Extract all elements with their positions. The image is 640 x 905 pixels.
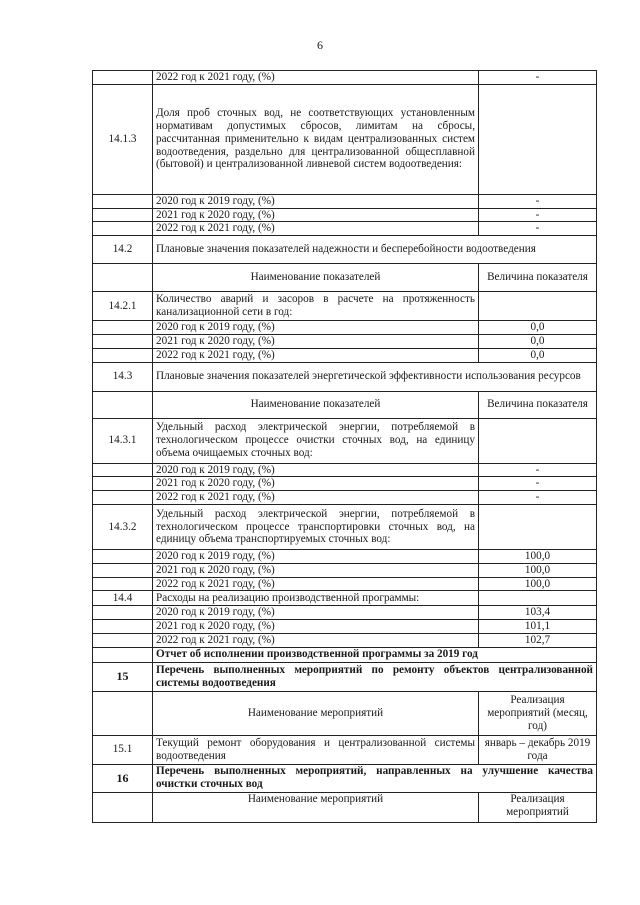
section-title: Перечень выполненных мероприятий, направленных на улучшение качества очистки сточных вод	[153, 764, 597, 792]
table-row	[93, 391, 597, 418]
indicator-name: Расходы на реализацию производственной программы:	[153, 591, 479, 606]
period-label: 2022 год к 2021 году, (%)	[153, 577, 479, 591]
table-row	[93, 735, 597, 764]
item-number: 14.1.3	[93, 84, 153, 194]
table-row	[93, 792, 597, 822]
period-label: 2021 год к 2020 году, (%)	[153, 208, 479, 222]
period-label: 2021 год к 2020 году, (%)	[153, 334, 479, 348]
indicator-value	[479, 292, 597, 321]
indicator-value: -	[479, 194, 597, 208]
row-number	[93, 691, 153, 735]
indicator-value: 100,0	[479, 577, 597, 591]
column-header-value: Величина показателя	[479, 391, 597, 418]
column-header-value: Реализация мероприятий (месяц, год)	[479, 691, 597, 735]
indicator-value: -	[479, 463, 597, 477]
indicator-value: -	[479, 208, 597, 222]
row-number	[93, 577, 153, 591]
column-header-name: Наименование мероприятий	[153, 792, 479, 822]
section-title: Плановые значения показателей энергетической эффективности использования ресурсов	[153, 362, 597, 391]
row-number	[93, 491, 153, 505]
indicator-name: Удельный расход электрической энергии, потребляемой в технологическом процессе очистки сточных вод, на единицу объема очищаемых сточных вод:	[153, 418, 479, 463]
period-label: 2022 год к 2021 году, (%)	[153, 633, 479, 647]
table-row	[93, 71, 597, 85]
indicator-value: 103,4	[479, 606, 597, 620]
row-number	[93, 391, 153, 418]
indicator-name: Доля проб сточных вод, не соответствующих установленным нормативам допустимых сбросов, лимитам на сбросы, рассчитанная применительно к видам централизованных систем водоотведения, раздельно для централизованной общесплавной (бытовой) и централизованной ливневой систем водоотведения:	[153, 84, 479, 194]
row-number	[93, 563, 153, 577]
indicator-value: 0,0	[479, 348, 597, 362]
indicators-table	[92, 70, 597, 823]
indicator-value	[479, 591, 597, 606]
indicator-value: 100,0	[479, 549, 597, 563]
table-row	[93, 194, 597, 208]
row-number	[93, 477, 153, 491]
row-number	[93, 208, 153, 222]
section-title: Перечень выполненных мероприятий по ремонту объектов централизованной системы водоотведения	[153, 662, 597, 691]
table-row	[93, 418, 597, 463]
section-number: 15	[93, 662, 153, 691]
table-row	[93, 292, 597, 321]
period-label: 2021 год к 2020 году, (%)	[153, 477, 479, 491]
period-label: 2022 год к 2021 году, (%)	[153, 71, 479, 85]
item-number: 14.3.2	[93, 504, 153, 549]
table-row	[93, 764, 597, 792]
table-row	[93, 620, 597, 634]
row-number	[93, 194, 153, 208]
table-row	[93, 606, 597, 620]
row-number	[93, 463, 153, 477]
table-row	[93, 591, 597, 606]
indicator-value	[479, 418, 597, 463]
row-number	[93, 71, 153, 85]
table-row	[93, 662, 597, 691]
section-number: 14.2	[93, 236, 153, 264]
indicator-value: январь – декабрь 2019 года	[479, 735, 597, 764]
column-header-name: Наименование мероприятий	[153, 691, 479, 735]
period-label: 2022 год к 2021 году, (%)	[153, 491, 479, 505]
row-number	[93, 334, 153, 348]
column-header-name: Наименование показателей	[153, 391, 479, 418]
indicator-value: -	[479, 477, 597, 491]
table-row	[93, 491, 597, 505]
table-row	[93, 362, 597, 391]
row-number	[93, 264, 153, 292]
indicator-name: Количество аварий и засоров в расчете на протяженность канализационной сети в год:	[153, 292, 479, 321]
item-number: 14.3.1	[93, 418, 153, 463]
table-row	[93, 477, 597, 491]
row-number	[93, 647, 153, 662]
table-row	[93, 633, 597, 647]
indicator-value: 101,1	[479, 620, 597, 634]
indicator-value: 102,7	[479, 633, 597, 647]
section-number: 14.3	[93, 362, 153, 391]
row-number	[93, 792, 153, 822]
period-label: 2020 год к 2019 году, (%)	[153, 549, 479, 563]
column-header-name: Наименование показателей	[153, 264, 479, 292]
section-title: Плановые значения показателей надежности и бесперебойности водоотведения	[153, 236, 597, 264]
table-row	[93, 563, 597, 577]
item-number: 14.2.1	[93, 292, 153, 321]
item-number: 15.1	[93, 735, 153, 764]
indicator-value	[479, 84, 597, 194]
table-row	[93, 549, 597, 563]
row-number	[93, 606, 153, 620]
table-row	[93, 264, 597, 292]
section-number: 16	[93, 764, 153, 792]
indicator-name: Текущий ремонт оборудования и централизованной системы водоотведения	[153, 735, 479, 764]
table-row	[93, 577, 597, 591]
table-row	[93, 691, 597, 735]
period-label: 2020 год к 2019 году, (%)	[153, 194, 479, 208]
column-header-value: Величина показателя	[479, 264, 597, 292]
table-row	[93, 334, 597, 348]
row-number	[93, 321, 153, 335]
indicator-name: Удельный расход электрической энергии, потребляемой в технологическом процессе транспортировки сточных вод, на единицу объема транспортируемых сточных вод:	[153, 504, 479, 549]
table-row	[93, 647, 597, 662]
period-label: 2020 год к 2019 году, (%)	[153, 606, 479, 620]
indicator-value: -	[479, 491, 597, 505]
table-row	[93, 208, 597, 222]
column-header-value: Реализация мероприятий	[479, 792, 597, 822]
period-label: 2021 год к 2020 году, (%)	[153, 563, 479, 577]
indicator-value: 0,0	[479, 334, 597, 348]
indicator-value: -	[479, 71, 597, 85]
indicator-value: 0,0	[479, 321, 597, 335]
row-number	[93, 620, 153, 634]
period-label: 2020 год к 2019 году, (%)	[153, 463, 479, 477]
row-number	[93, 633, 153, 647]
indicator-value: -	[479, 222, 597, 236]
row-number	[93, 549, 153, 563]
period-label: 2020 год к 2019 году, (%)	[153, 321, 479, 335]
table-row	[93, 84, 597, 194]
report-title: Отчет об исполнении производственной программы за 2019 год	[153, 647, 597, 662]
period-label: 2021 год к 2020 году, (%)	[153, 620, 479, 634]
indicator-value	[479, 504, 597, 549]
row-number	[93, 348, 153, 362]
table-row	[93, 348, 597, 362]
table-row	[93, 321, 597, 335]
item-number: 14.4	[93, 591, 153, 606]
period-label: 2022 год к 2021 году, (%)	[153, 348, 479, 362]
row-number	[93, 222, 153, 236]
table-row	[93, 463, 597, 477]
page-number: 6	[317, 38, 323, 52]
table-row	[93, 504, 597, 549]
period-label: 2022 год к 2021 году, (%)	[153, 222, 479, 236]
table-row	[93, 236, 597, 264]
indicator-value: 100,0	[479, 563, 597, 577]
table-row	[93, 222, 597, 236]
